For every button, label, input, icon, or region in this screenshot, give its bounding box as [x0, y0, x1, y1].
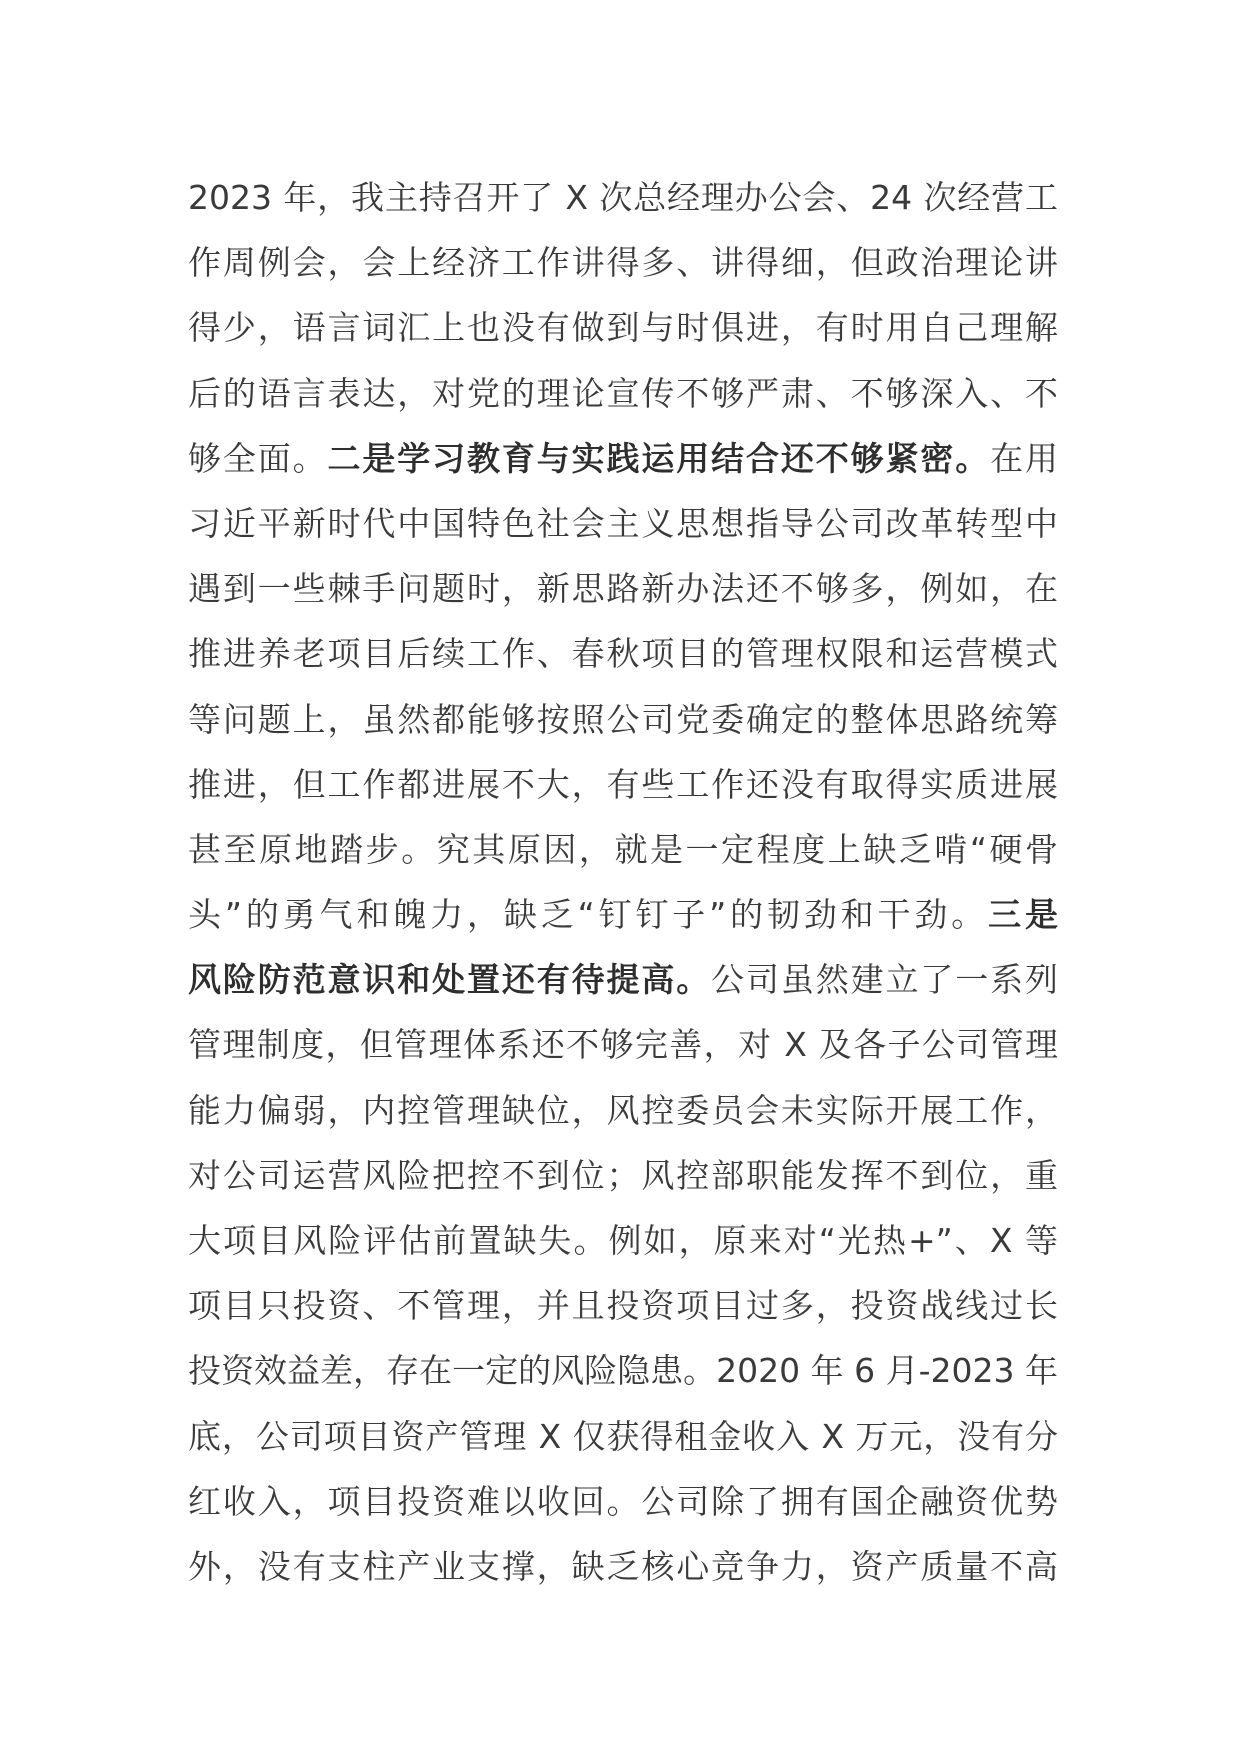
text-line — [188, 556, 1058, 621]
text-line — [188, 1404, 1058, 1469]
text-segment: 推进养老项目后续工作、春秋项目的管理权限和运营模式 — [188, 634, 1058, 674]
text-line — [188, 1534, 1058, 1599]
text-segment: 红收入，项目投资难以收回。公司除了拥有国企融资优势 — [188, 1481, 1058, 1521]
text-line — [188, 230, 1058, 295]
text-line — [188, 752, 1058, 817]
text-segment: 底，公司项目资产管理 X 仅获得租金收入 X 万元，没有分 — [188, 1416, 1058, 1456]
text-line — [188, 165, 1058, 230]
text-line — [188, 491, 1058, 556]
bold-heading-phrase: 二是学习教育与实践运用结合还不够紧密。 — [327, 438, 991, 478]
text-line — [188, 1143, 1058, 1208]
text-line — [188, 947, 1058, 1012]
text-line — [188, 817, 1058, 882]
text-line — [188, 1469, 1058, 1534]
text-segment: 甚至原地踏步。究其原因，就是一定程度上缺乏啃“硬骨 — [188, 829, 1058, 869]
bold-heading-phrase: 风险防范意识和处置还有待提高。 — [188, 960, 712, 1000]
text-segment: 等问题上，虽然都能够按照公司党委确定的整体思路统筹 — [188, 699, 1058, 739]
text-segment: 项目只投资、不管理，并且投资项目过多，投资战线过长 — [188, 1286, 1058, 1326]
text-segment: 大项目风险评估前置缺失。例如，原来对“光热+”、X 等 — [188, 1221, 1058, 1260]
text-segment: 得少，语言词汇上也没有做到与时俱进，有时用自己理解 — [188, 308, 1058, 348]
text-line — [188, 295, 1058, 360]
text-segment: 对公司运营风险把控不到位；风控部职能发挥不到位，重 — [188, 1155, 1058, 1195]
text-segment: 习近平新时代中国特色社会主义思想指导公司改革转型中 — [188, 503, 1058, 543]
body-paragraph — [188, 165, 1058, 1599]
bold-heading-phrase: 三是 — [988, 895, 1059, 935]
text-segment: 作周例会，会上经济工作讲得多、讲得细，但政治理论讲 — [188, 243, 1058, 283]
text-line — [188, 621, 1058, 686]
text-segment: 遇到一些棘手问题时，新思路新办法还不够多，例如，在 — [188, 569, 1058, 609]
text-line — [188, 361, 1058, 426]
text-segment: 投资效益差，存在一定的风险隐患。2020 年 6 月-2023 年 — [188, 1351, 1058, 1391]
text-segment: 在用 — [990, 438, 1058, 478]
text-line — [188, 1273, 1058, 1338]
text-segment: 头”的勇气和魄力，缺乏“钉钉子”的韧劲和干劲。 — [188, 895, 989, 935]
text-segment: 2023 年，我主持召开了 X 次总经理办公会、24 次经营工 — [188, 178, 1058, 217]
text-line — [188, 1012, 1058, 1077]
text-segment: 够全面。 — [188, 438, 328, 478]
text-line — [188, 1078, 1058, 1143]
text-line — [188, 1338, 1058, 1403]
text-line — [188, 426, 1058, 491]
text-line — [188, 1208, 1058, 1273]
text-segment: 公司虽然建立了一系列 — [711, 960, 1058, 1000]
text-segment: 能力偏弱，内控管理缺位，风控委员会未实际开展工作， — [188, 1090, 1058, 1130]
text-segment: 外，没有支柱产业支撑，缺乏核心竞争力，资产质量不高 — [188, 1546, 1058, 1586]
text-segment: 后的语言表达，对党的理论宣传不够严肃、不够深入、不 — [188, 373, 1058, 413]
text-segment: 管理制度，但管理体系还不够完善，对 X 及各子公司管理 — [188, 1025, 1058, 1065]
text-line — [188, 882, 1058, 947]
text-line — [188, 687, 1058, 752]
text-segment: 推进，但工作都进展不大，有些工作还没有取得实质进展 — [188, 764, 1058, 804]
